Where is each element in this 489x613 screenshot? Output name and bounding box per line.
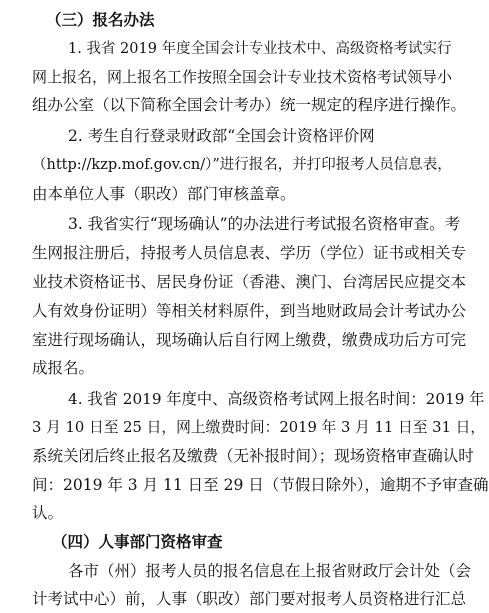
section-4-line-1: 各市（州）报考人员的报名信息在上报省财政厅会计处（会: [68, 562, 472, 580]
paragraph-1-line-3: 组办公室（以下简称全国会计考办）统一规定的程序进行操作。: [32, 96, 467, 114]
paragraph-3-line-4: 人有效身份证明）等相关材料原件，到当地财政局会计考试办公: [32, 302, 467, 320]
paragraph-3-line-1: 3. 我省实行“现场确认”的办法进行考试报名资格审查。考: [68, 215, 461, 233]
paragraph-3-line-3: 业技术资格证书、居民身份证（香港、澳门、台湾居民应提交本: [32, 273, 467, 291]
paragraph-4-line-3: 系统关闭后终止报名及缴费（无补报时间）；现场资格审查确认时: [32, 447, 474, 465]
paragraph-3-line-6: 成报名。: [32, 359, 95, 377]
section-heading-3: （三）报名办法: [46, 11, 155, 29]
paragraph-1-line-2: 网上报名，网上报名工作按照全国会计专业技术资格考试领导小: [32, 68, 453, 86]
paragraph-4-line-1: 4. 我省 2019 年度中、高级资格考试网上报名时间：2019 年: [68, 390, 485, 408]
paragraph-2-line-3: 由本单位人事（职改）部门审核盖章。: [32, 185, 296, 203]
paragraph-4-line-5: 认。: [32, 504, 64, 522]
paragraph-1-line-1: 1. 我省 2019 年度全国会计专业技术中、高级资格考试实行: [68, 41, 452, 57]
paragraph-4-line-4: 间：2019 年 3 月 11 日至 29 日（节假日除外），逾期不予审查确: [32, 476, 489, 494]
paragraph-4-line-2: 3 月 10 日至 25 日，网上缴费时间：2019 年 3 月 11 日至 31 日，: [32, 419, 486, 436]
paragraph-3-line-5: 室进行现场确认，现场确认后自行网上缴费，缴费成功后方可完: [32, 331, 467, 349]
paragraph-3-line-2: 生网报注册后，持报考人员信息表、学历（学位）证书或相关专: [32, 244, 467, 262]
paragraph-2-line-1: 2. 考生自行登录财政部“全国会计资格评价网: [68, 127, 375, 145]
section-heading-4: （四）人事部门资格审查: [52, 533, 223, 551]
section-4-line-2: 计考试中心）前，人事（职改）部门要对报考人员资格进行汇总: [32, 590, 467, 608]
paragraph-2-line-2: （http://kzp.mof.gov.cn/）”进行报名，并打印报考人员信息表，: [32, 157, 452, 173]
